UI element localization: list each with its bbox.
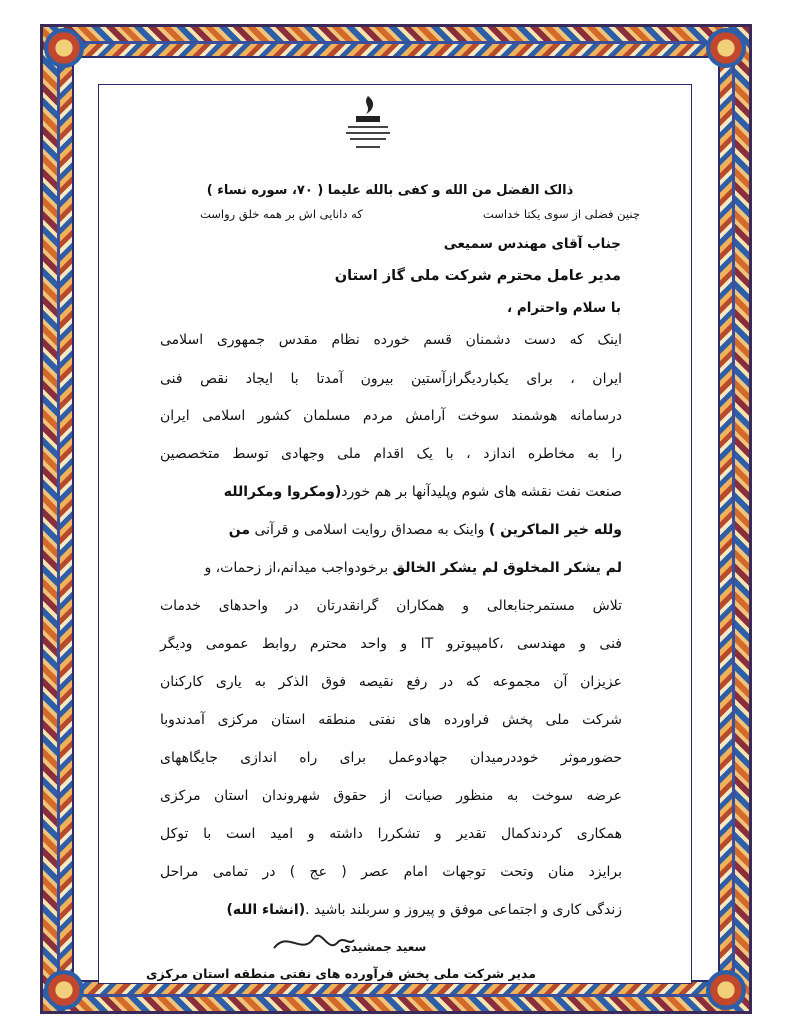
body-line: همکاری کردندکمال تقدیر و تشکررا داشته و امید است با توکل xyxy=(160,826,622,842)
body-line: برایزد منان وتحت توجهات امام عصر ( عج ) در تمامی مراحل xyxy=(160,864,622,880)
body-line: ایران ، برای یکباردیگرازآستین بیرون آمدتا با ایجاد نقص فنی xyxy=(160,371,622,387)
hadith-phrase: لم یشکر المخلوق لم یشکر الخالق xyxy=(392,560,622,576)
quran-quote: ذالک الفضل من الله و کفی بالله علیما ( ۷۰، سوره نساء ) xyxy=(206,183,574,198)
quran-phrase: ولله خیر الماکرین ) xyxy=(488,522,622,538)
addressee-name: جناب آقای مهندس سمیعی xyxy=(443,236,621,252)
verse-right: چنین فضلی از سوی یکتا خداست xyxy=(482,207,640,221)
body-line: حضورموثر خوددرمیدان جهادوعمل برای راه اندازی جایگاههای xyxy=(160,750,622,766)
body-line: شرکت ملی پخش فراورده های نفتی منطقه استان مرکزی آمدندوبا xyxy=(160,712,622,728)
body-line: عرضه سوخت به منظور صیانت از حقوق شهروندان استان مرکزی xyxy=(160,788,622,804)
body-line: درسامانه هوشمند سوخت آرامش مردم مسلمان کشور اسلامی ایران xyxy=(160,408,622,424)
body-text: صنعت نفت نقشه های شوم وپلیدآنها بر هم خورد xyxy=(341,484,622,500)
body-line xyxy=(160,484,622,500)
company-logo-icon xyxy=(318,92,418,162)
body-line: تلاش مستمرجنابعالی و همکاران گرانقدرتان در واحدهای خدمات xyxy=(160,598,622,614)
signatory-title: مدیر شرکت ملی پخش فرآورده های نفتی منطقه استان مرکزی xyxy=(146,966,536,981)
body-line xyxy=(160,560,622,576)
body-line xyxy=(160,522,622,538)
body-line: اینک که دست دشمنان قسم خورده نظام مقدس جمهوری اسلامی xyxy=(160,332,622,348)
ornament-icon xyxy=(706,28,746,68)
addressee-title: مدیر عامل محترم شرکت ملی گاز استان xyxy=(334,268,621,284)
ornament-icon xyxy=(706,970,746,1010)
body-line: فنی و مهندسی ،کامپیوترو IT و واحد محترم روابط عمومی ودیگر xyxy=(160,636,622,652)
hadith-start: من xyxy=(228,522,251,538)
body-line xyxy=(160,902,622,918)
quran-phrase: (ومکروا ومکرالله xyxy=(223,484,342,500)
body-text: برخودواجب میدانم،از زحمات، و xyxy=(204,560,393,576)
poem-verse xyxy=(200,207,640,221)
ornament-icon xyxy=(44,970,84,1010)
body-text: زندگی کاری و اجتماعی موفق و پیروز و سربلند باشید . xyxy=(305,902,622,918)
signatory-name: سعید جمشیدی xyxy=(340,940,427,954)
ornament-icon xyxy=(44,28,84,68)
body-text: واینک به مصداق روایت اسلامی و قرآنی xyxy=(250,522,489,538)
body-line: عزیزان آن مجموعه که در رفع نقیصه فوق الذکر به یاری کارکنان xyxy=(160,674,622,690)
greeting: با سلام واحترام ، xyxy=(507,300,621,316)
verse-left: که دانایی اش بر همه خلق رواست xyxy=(200,207,363,221)
body-line: را به مخاطره اندازد ، با یک اقدام ملی وجهادی توسط متخصصین xyxy=(160,446,622,462)
closing-phrase: (انشاء الله) xyxy=(226,902,306,918)
